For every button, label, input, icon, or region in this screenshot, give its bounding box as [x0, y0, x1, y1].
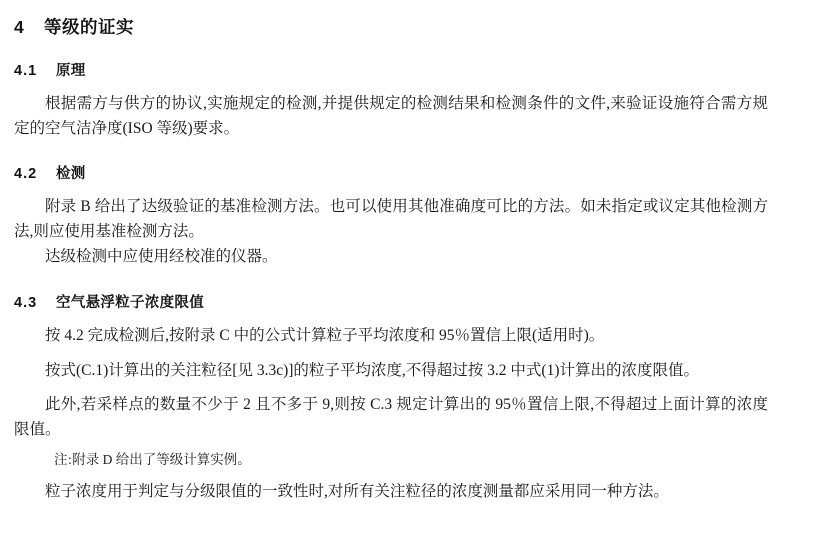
subsection-title: 原理	[56, 63, 86, 79]
paragraph-4-3-2: 按式(C.1)计算出的关注粒径[见 3.3c)]的粒子平均浓度,不得超过按 3.2 中式(1)计算出的浓度限值。	[45, 361, 699, 379]
note-text: 附录 D 给出了等级计算实例。	[72, 451, 251, 467]
paragraph-4-2-2: 达级检测中应使用经校准的仪器。	[45, 248, 278, 266]
subsection-number: 4.3	[14, 294, 38, 311]
note-label: 注:	[54, 451, 73, 467]
section-number: 4	[14, 17, 25, 37]
paragraph-4-3-3: 此外,若采样点的数量不少于 2 且不多于 9,则按 C.3 规定计算出的 95％置信上限,不得超过上面计算的浓度限值。	[14, 395, 768, 438]
paragraph-4-3-1: 按 4.2 完成检测后,按附录 C 中的公式计算粒子平均浓度和 95％置信上限(适用时)。	[45, 326, 605, 344]
subsection-title: 检测	[56, 166, 86, 183]
subsection-heading-4-2	[14, 162, 768, 183]
subsection-title: 空气悬浮粒子浓度限值	[56, 294, 204, 311]
subsection-number: 4.1	[14, 63, 38, 79]
note-line	[14, 450, 768, 470]
subsection-heading-4-3	[14, 291, 768, 312]
subsection-heading-4-1	[14, 59, 768, 80]
document-page	[0, 8, 823, 534]
paragraph-4-3-4: 粒子浓度用于判定与分级限值的一致性时,对所有关注粒径的浓度测量都应采用同一种方法。	[45, 483, 669, 501]
paragraph-4-2-1: 附录 B 给出了达级验证的基准检测方法。也可以使用其他准确度可比的方法。如未指定或议定其他检测方法,则应使用基准检测方法。	[14, 198, 768, 241]
subsection-number: 4.2	[14, 166, 38, 183]
paragraph-4-1-1: 根据需方与供方的协议,实施规定的检测,并提供规定的检测结果和检测条件的文件,来验证设施符合需方规定的空气洁净度(ISO 等级)要求。	[14, 95, 768, 138]
section-heading	[14, 8, 768, 39]
section-title: 等级的证实	[44, 17, 134, 37]
